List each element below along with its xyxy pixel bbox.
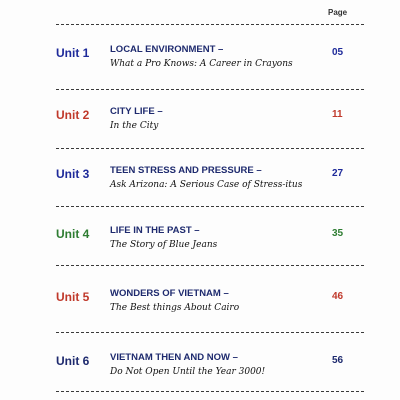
unit-subtitle: Ask Arizona: A Serious Case of Stress-itus (110, 180, 303, 190)
toc-entry-unit-1[interactable] (0, 44, 400, 88)
unit-page-number: 46 (332, 291, 344, 302)
unit-page-number: 11 (332, 109, 343, 120)
divider (56, 332, 364, 333)
unit-number: Unit 6 (56, 354, 90, 368)
divider (56, 265, 364, 266)
unit-page-number: 56 (332, 355, 344, 366)
divider (56, 24, 364, 25)
unit-number: Unit 2 (56, 108, 90, 122)
divider (56, 391, 364, 392)
unit-title: VIETNAM THEN AND NOW – (110, 352, 238, 363)
unit-number: Unit 1 (56, 46, 90, 60)
unit-title: WONDERS OF VIETNAM – (110, 288, 229, 299)
unit-number: Unit 5 (56, 290, 90, 304)
unit-subtitle: The Best things About Cairo (110, 303, 240, 313)
unit-number: Unit 4 (56, 227, 90, 241)
unit-subtitle: In the City (110, 121, 159, 131)
unit-subtitle: Do Not Open Until the Year 3000! (110, 367, 266, 377)
unit-title: LOCAL ENVIRONMENT – (110, 44, 224, 55)
unit-page-number: 35 (332, 228, 344, 239)
unit-subtitle: The Story of Blue Jeans (110, 240, 218, 250)
toc-entry-unit-3[interactable] (0, 165, 400, 209)
page-column-header: Page (328, 8, 348, 17)
unit-title: TEEN STRESS AND PRESSURE – (110, 165, 262, 176)
toc-entry-unit-6[interactable] (0, 352, 400, 396)
toc-entry-unit-5[interactable] (0, 288, 400, 332)
unit-page-number: 27 (332, 168, 344, 179)
divider (56, 206, 364, 207)
unit-number: Unit 3 (56, 167, 90, 181)
toc-entry-unit-4[interactable] (0, 225, 400, 269)
unit-subtitle: What a Pro Knows: A Career in Crayons (110, 59, 293, 69)
toc-entry-unit-2[interactable] (0, 106, 400, 150)
unit-title: LIFE IN THE PAST – (110, 225, 200, 236)
unit-page-number: 05 (332, 47, 344, 58)
unit-title: CITY LIFE – (110, 106, 163, 117)
divider (56, 89, 364, 90)
divider (56, 148, 364, 149)
